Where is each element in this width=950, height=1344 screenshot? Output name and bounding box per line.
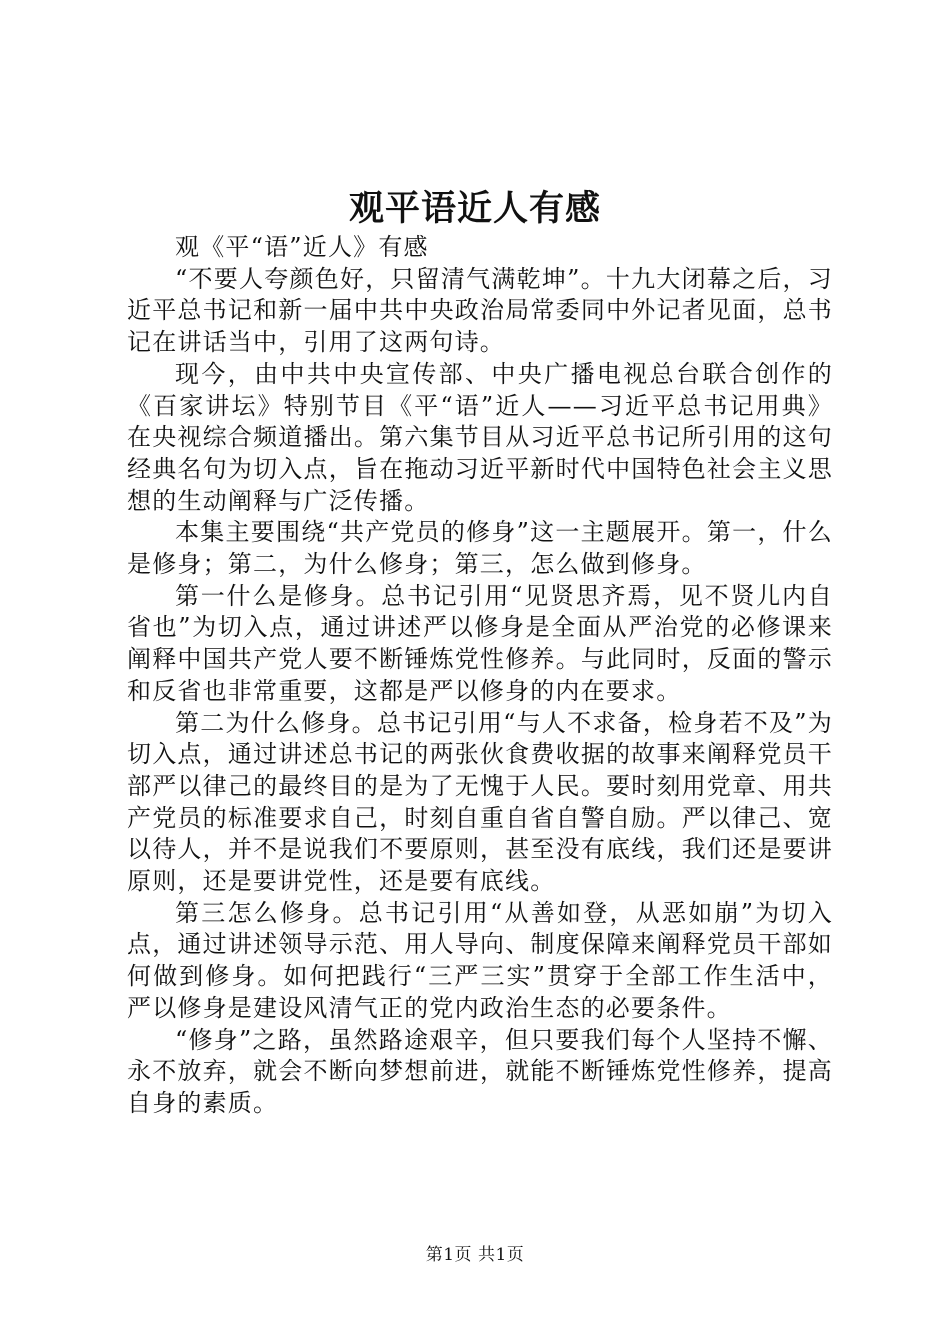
paragraph: “修身”之路，虽然路途艰辛，但只要我们每个人坚持不懈、永不放弃，就会不断向梦想前进，就能不断锤炼党性修养，提高自身的素质。 xyxy=(127,1025,833,1117)
document-title: 观平语近人有感 xyxy=(348,188,601,229)
page-number-footer: 第1页 共1页 xyxy=(425,1245,525,1265)
paragraph: 本集主要围绕“共产党员的修身”这一主题展开。第一，什么是修身；第二，为什么修身；第三，怎么做到修身。 xyxy=(127,518,833,579)
document-body xyxy=(127,232,833,1120)
paragraph: 第一什么是修身。总书记引用“见贤思齐焉，见不贤儿内自省也”为切入点，通过讲述严以修身是全面从严治党的必修课来阐释中国共产党人要不断锤炼党性修养。与此同时，反面的警示和反省也非常重要，这都是严以修身的内在要求。 xyxy=(127,581,833,705)
paragraph: “不要人夸颜色好，只留清气满乾坤”。十九大闭幕之后，习近平总书记和新一届中共中央政治局常委同中外记者见面，总书记在讲话当中，引用了这两句诗。 xyxy=(127,264,833,357)
paragraph: 第二为什么修身。总书记引用“与人不求备，检身若不及”为切入点，通过讲述总书记的两张伙食费收据的故事来阐释党员干部严以律己的最终目的是为了无愧于人民。要时刻用党章、用共产党员的标准要求自己，时刻自重自省自警自励。严以律己、宽以待人，并不是说我们不要原则，甚至没有底线，我们还是要讲原则，还是要讲党性，还是要有底线。 xyxy=(127,708,833,896)
paragraph: 第三怎么修身。总书记引用“从善如登，从恶如崩”为切入点，通过讲述领导示范、用人导向、制度保障来阐释党员干部如何做到修身。如何把践行“三严三实”贯穿于全部工作生活中，严以修身是建设风清气正的党内政治生态的必要条件。 xyxy=(127,898,833,1022)
paragraph-subtitle: 观《平“语”近人》有感 xyxy=(175,233,429,261)
paragraph: 现今，由中共中央宣传部、中央广播电视总台联合创作的《百家讲坛》特别节目《平“语”近人——习近平总书记用典》在央视综合频道播出。第六集节目从习近平总书记所引用的这句经典名句为切入点，旨在拖动习近平新时代中国特色社会主义思想的生动阐释与广泛传播。 xyxy=(127,359,833,515)
